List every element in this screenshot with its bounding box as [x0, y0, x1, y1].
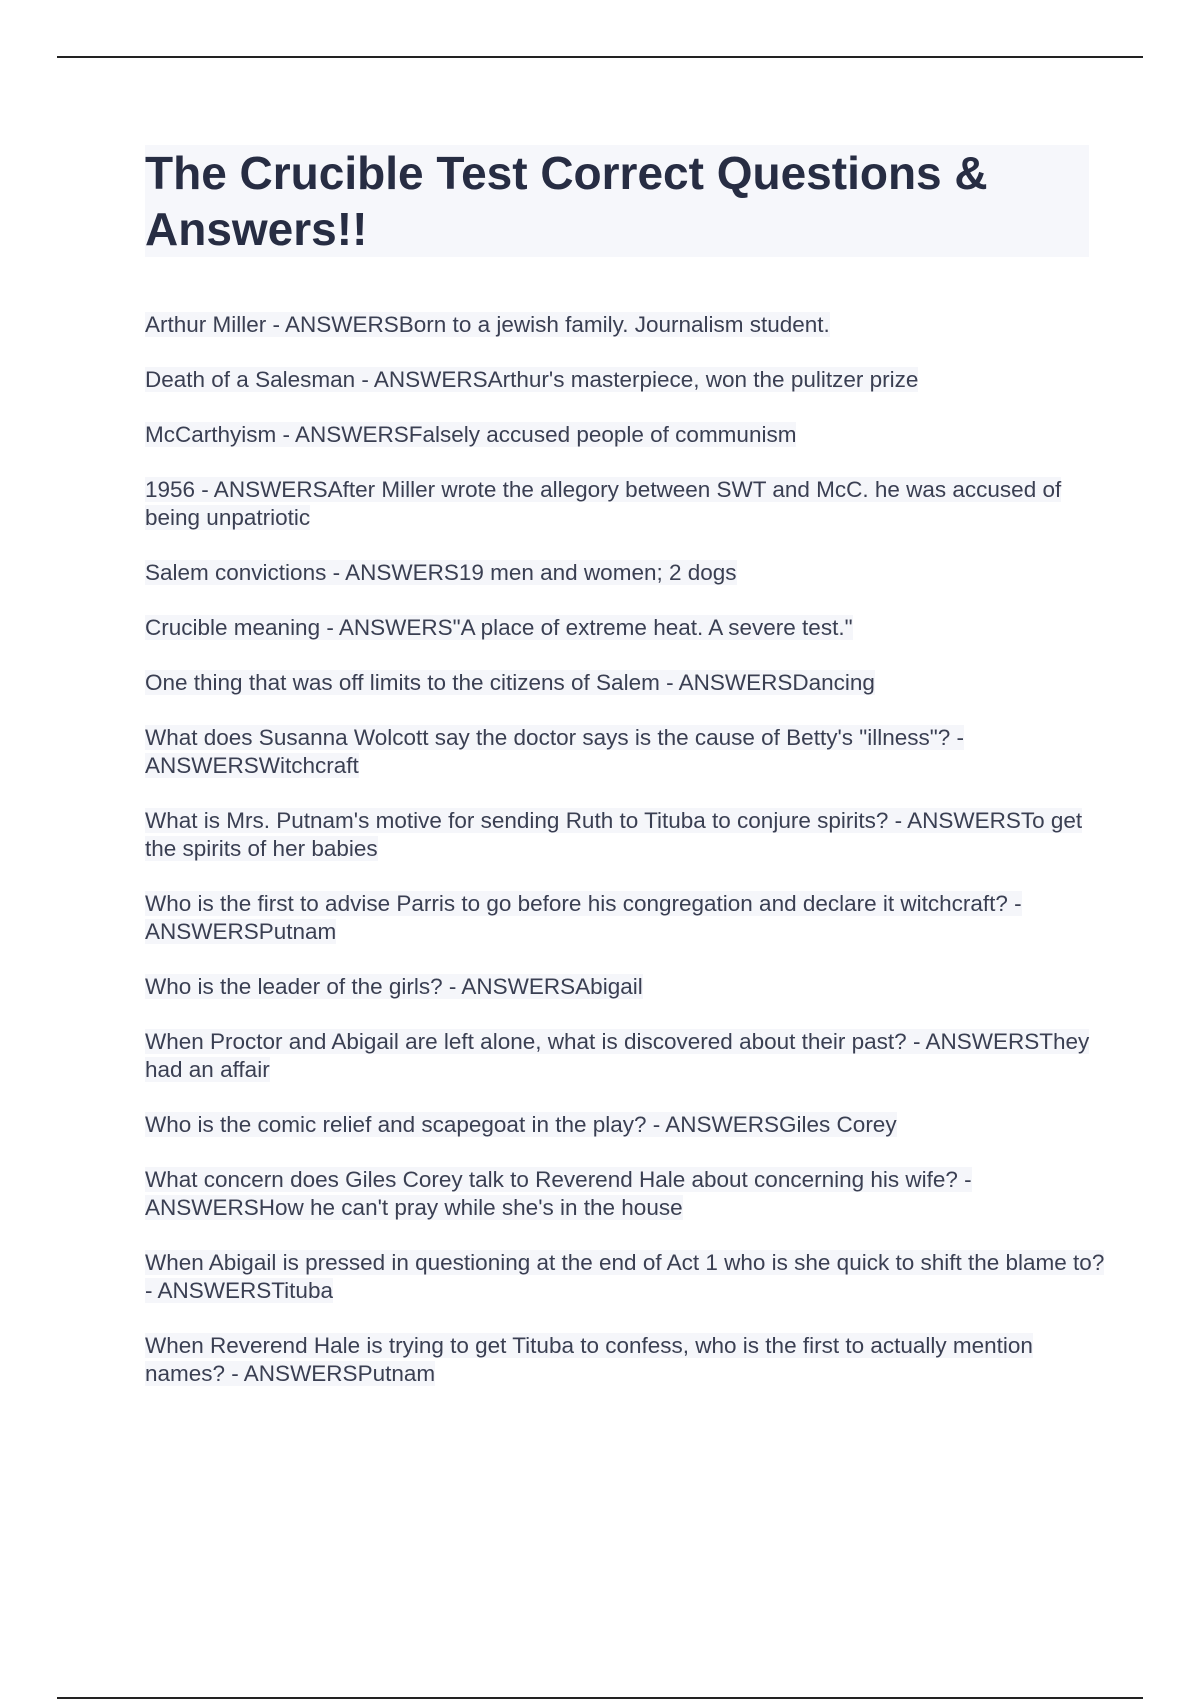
qa-item — [145, 1028, 1105, 1084]
qa-item — [145, 1111, 1105, 1139]
qa-text: Death of a Salesman - ANSWERSArthur's masterpiece, won the pulitzer prize — [145, 367, 919, 392]
footer-rule — [57, 1697, 1143, 1699]
qa-item — [145, 1332, 1105, 1388]
qa-item — [145, 614, 1105, 642]
document-title: The Crucible Test Correct Questions & Answers!! — [145, 147, 988, 255]
qa-item — [145, 559, 1105, 587]
qa-item — [145, 1249, 1105, 1305]
qa-text: When Abigail is pressed in questioning at the end of Act 1 who is she quick to shift the blame to? - ANSWERSTituba — [145, 1250, 1105, 1303]
qa-item — [145, 311, 1105, 339]
qa-text: Who is the comic relief and scapegoat in the play? - ANSWERSGiles Corey — [145, 1112, 897, 1137]
qa-text: What concern does Giles Corey talk to Reverend Hale about concerning his wife? - ANSWERSHow he can't pray while she's in the house — [145, 1167, 972, 1220]
qa-text: Crucible meaning - ANSWERS"A place of extreme heat. A severe test." — [145, 615, 853, 640]
qa-text: What does Susanna Wolcott say the doctor says is the cause of Betty's "illness"? - ANSWERSWitchcraft — [145, 725, 964, 778]
qa-item — [145, 476, 1105, 532]
qa-text: Who is the first to advise Parris to go before his congregation and declare it witchcraft? - ANSWERSPutnam — [145, 891, 1022, 944]
qa-text: Salem convictions - ANSWERS19 men and women; 2 dogs — [145, 560, 737, 585]
title-block — [145, 145, 1089, 257]
qa-text: 1956 - ANSWERSAfter Miller wrote the allegory between SWT and McC. he was accused of being unpatriotic — [145, 477, 1062, 530]
qa-list — [145, 311, 1105, 1415]
qa-text: Who is the leader of the girls? - ANSWERSAbigail — [145, 974, 643, 999]
qa-item — [145, 807, 1105, 863]
qa-item — [145, 890, 1105, 946]
qa-item — [145, 1166, 1105, 1222]
qa-text: McCarthyism - ANSWERSFalsely accused people of communism — [145, 422, 797, 447]
qa-text: One thing that was off limits to the citizens of Salem - ANSWERSDancing — [145, 670, 875, 695]
qa-item — [145, 669, 1105, 697]
qa-text: Arthur Miller - ANSWERSBorn to a jewish family. Journalism student. — [145, 312, 830, 337]
qa-item — [145, 366, 1105, 394]
qa-text: When Reverend Hale is trying to get Tituba to confess, who is the first to actually mention names? - ANSWERSPutnam — [145, 1333, 1033, 1386]
qa-text: What is Mrs. Putnam's motive for sending Ruth to Tituba to conjure spirits? - ANSWERSTo get the spirits of her babies — [145, 808, 1083, 861]
header-rule — [57, 56, 1143, 58]
qa-item — [145, 973, 1105, 1001]
qa-item — [145, 421, 1105, 449]
qa-item — [145, 724, 1105, 780]
qa-text: When Proctor and Abigail are left alone, what is discovered about their past? - ANSWERSThey had an affair — [145, 1029, 1090, 1082]
